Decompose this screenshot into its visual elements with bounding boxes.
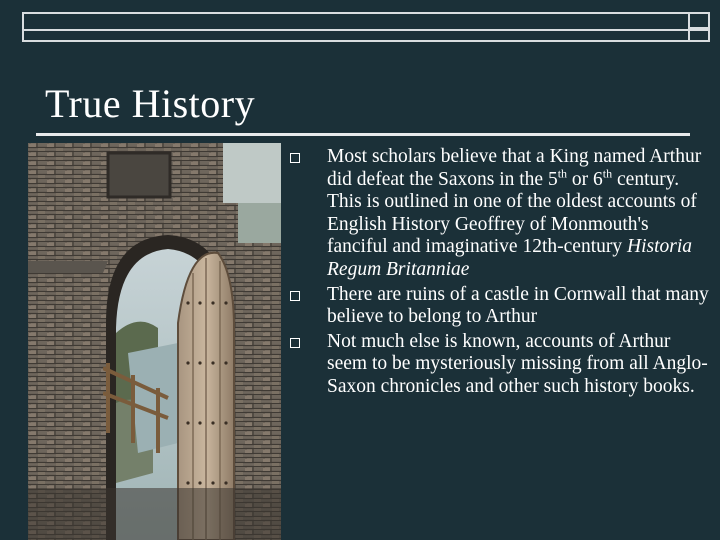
bullet-text: There are ruins of a castle in Cornwall that many believe to belong to Arthur <box>327 283 709 328</box>
square-bullet-icon <box>290 338 300 348</box>
square-bullet-icon <box>290 291 300 301</box>
bullet-item <box>290 146 710 282</box>
bullet-list <box>290 146 710 399</box>
decor-box-lower <box>688 29 710 42</box>
bullet-text: Not much else is known, accounts of Arthur seem to be mysteriously missing from all Anglo-Saxon chronicles and other such history books. <box>327 330 708 397</box>
title-underline <box>36 133 690 136</box>
decor-line-left <box>22 12 24 42</box>
top-decorative-bar <box>22 12 710 42</box>
decor-line-bottom <box>22 40 710 42</box>
bullet-item <box>290 331 710 399</box>
square-bullet-icon <box>290 153 300 163</box>
superscript-th: th <box>602 166 613 181</box>
castle-ruins-photo <box>28 143 281 540</box>
bullet-text-part: century. This is outlined in one of the oldest accounts of English History Geoffrey of Monmouth's fanciful and imaginative 12th-century <box>327 168 697 258</box>
bullet-text-part: or 6 <box>567 168 603 190</box>
slide-title: True History <box>45 81 256 126</box>
book-title-italic: Historia Regum Britanniae <box>327 236 692 280</box>
superscript-th: th <box>557 166 568 181</box>
bullet-text-part: Most scholars believe that a King named Arthur did defeat the Saxons in the 5 <box>327 146 702 190</box>
decor-line-top <box>22 12 710 14</box>
castle-doorway-image <box>28 143 281 540</box>
decor-box-upper <box>688 12 710 29</box>
bullet-item <box>290 284 710 329</box>
decor-line-middle <box>22 29 710 31</box>
